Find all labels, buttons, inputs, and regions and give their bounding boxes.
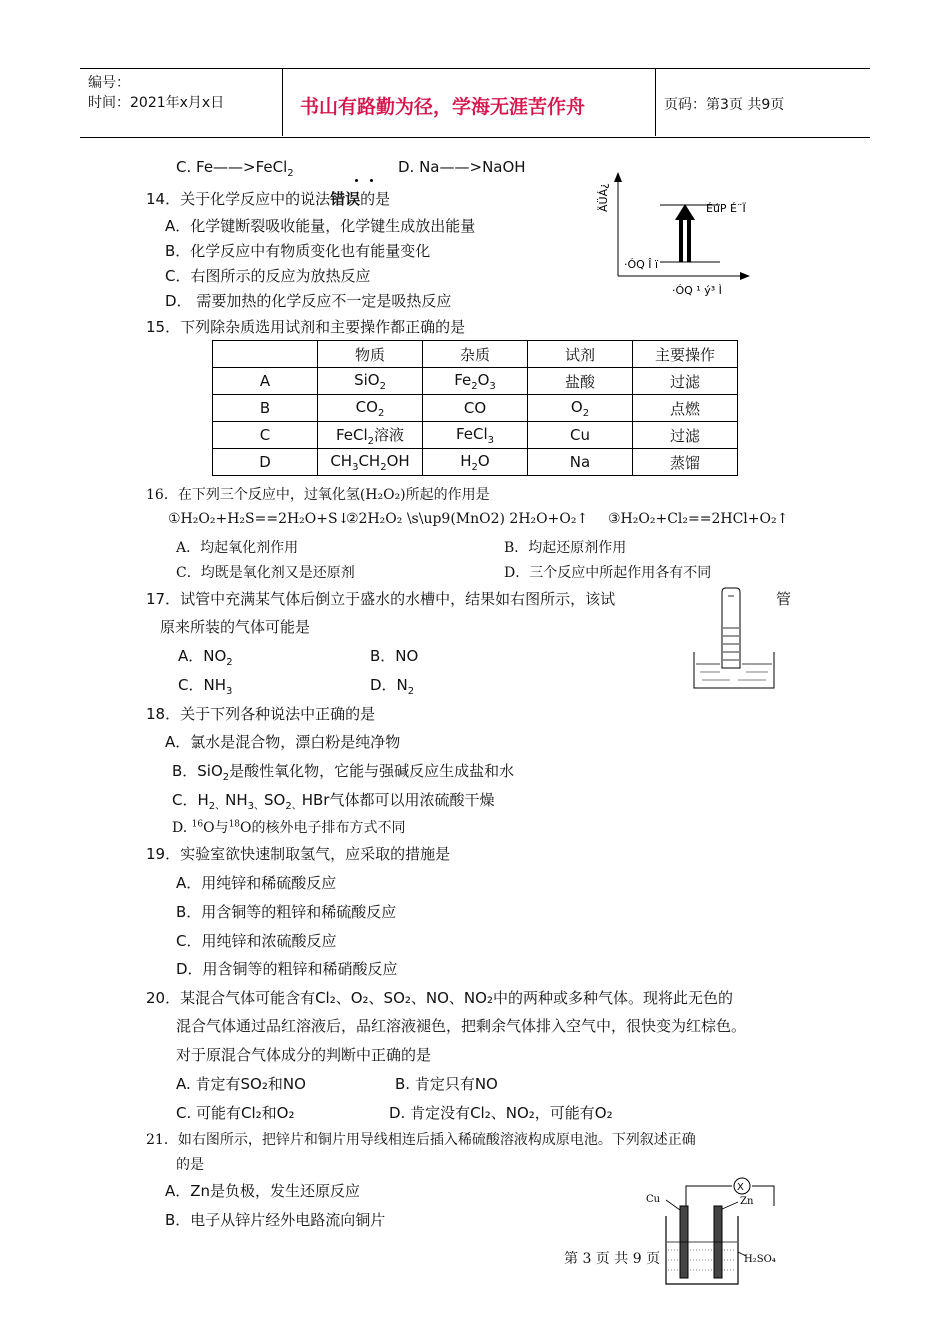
table-row [213,395,738,422]
q20-option-b: B. 肯定只有NO [395,1075,498,1093]
q17-stem-line1-end: 管 [776,590,792,608]
table-row [213,449,738,476]
table-cell: Cu [528,422,633,449]
q21-option-a: A．Zn是负极，发生还原反应 [165,1182,361,1200]
table-cell: FeCl$_3$ [423,422,528,449]
q16-reaction-2: ②2H₂O₂ \s\up9(MnO2) 2H₂O+O₂↑ [346,511,589,527]
q14-option-d: D． 需要加热的化学反应不一定是吸热反应 [165,292,452,310]
q18-option-c: C．$H_{2、}NH_{3、}SO_{2、}HBr$气体都可以用浓硫酸干燥 [172,791,495,812]
table-cell: FeCl$_2$溶液 [318,422,423,449]
q20-stem-line2: 混合气体通过品红溶液后，品红溶液褪色，把剩余气体排入空气中，很快变为红棕色。 [176,1017,747,1035]
q14-stem: 14．关于化学反应中的说法错误的是 [146,190,391,208]
q16-option-c: C．均既是氧化剂又是还原剂 [176,565,355,581]
table-header-cell [213,341,318,368]
header-page-code: 页码：第3页 共9页 [664,97,785,113]
cu-label: Cu [646,1194,661,1205]
table-cell: SiO$_2$ [318,368,423,395]
q16-stem: 16．在下列三个反应中，过氧化氢(H₂O₂)所起的作用是 [146,487,490,503]
q17-option-c: C．$NH_3$ [178,676,233,697]
header-divider [282,68,283,136]
table-cell: $Fe_2O_3$ [423,368,528,395]
header-motto: 书山有路勤为径，学海无涯苦作舟 [300,96,586,118]
table-cell: D [213,449,318,476]
q16-option-d: D．三个反应中所起作用各有不同 [504,565,712,581]
table-cell: A [213,368,318,395]
table-cell: C [213,422,318,449]
table-header-cell: 杂质 [423,341,528,368]
header-time: 时间：2021年x月x日 [88,95,225,111]
q18-option-a: A．氯水是混合物，漂白粉是纯净物 [165,733,401,751]
product-label: ÉúP É¨Ï [706,202,746,215]
table-cell: CO [423,395,528,422]
q16-reaction-1: ①H₂O₂+H₂S==2H₂O+S↓ [168,511,350,527]
table-cell: $CH_3CH_2OH$ [318,449,423,476]
q18-option-d: D. $^{16}$O与$^{18}$O的核外电子排布方式不同 [172,819,406,836]
table-header-cell: 物质 [318,341,423,368]
q17-option-d: D．$N_2$ [370,676,415,697]
table-cell: 过滤 [633,368,738,395]
table-cell: 蒸馏 [633,449,738,476]
page-footer: 第 3 页 共 9 页 [564,1251,661,1267]
header-divider [655,68,656,136]
q17-test-tube-diagram [690,586,780,692]
q21-stem-line1: 21．如右图所示，把锌片和铜片用导线相连后插入稀硫酸溶液构成原电池。下列叙述正确 [146,1132,696,1148]
q16-reaction-3: ③H₂O₂+Cl₂==2HCl+O₂↑ [608,511,789,527]
energy-axis-label: ÄÜÁ¿ [597,183,610,212]
zn-label: Zn [740,1196,754,1207]
q19-option-a: A．用纯锌和稀硫酸反应 [176,874,337,892]
q20-stem-line3: 对于原混合气体成分的判断中正确的是 [176,1046,432,1064]
acid-label: H₂SO₄ [744,1254,776,1265]
reactant-label: ·ÓQ Î ï [624,258,659,271]
table-header-cell: 试剂 [528,341,633,368]
table-row [213,368,738,395]
table-cell: 盐酸 [528,368,633,395]
q19-stem: 19．实验室欲快速制取氢气，应采取的措施是 [146,845,451,863]
q16-option-a: A．均起氧化剂作用 [176,540,299,556]
q14-energy-diagram [590,170,760,300]
q18-option-b: B．SiO$_2$是酸性氧化物，它能与强碱反应生成盐和水 [172,762,515,783]
q17-stem-line2: 原来所装的气体可能是 [160,618,311,636]
table-cell: 过滤 [633,422,738,449]
q20-stem-line1: 20．某混合气体可能含有Cl₂、O₂、SO₂、NO、NO₂中的两种或多种气体。现将此无色的 [146,989,733,1007]
table-cell: $H_2O$ [423,449,528,476]
table-row [213,422,738,449]
q21-stem-line2: 的是 [176,1157,204,1173]
table-cell: $CO_2$ [318,395,423,422]
q20-option-c: C. 可能有Cl₂和O₂ [176,1104,295,1122]
q21-option-b: B．电子从锌片经外电路流向铜片 [165,1211,386,1229]
process-axis-label: ·ÓQ ¹ ý³ Ì [672,284,722,297]
table-cell: 点燃 [633,395,738,422]
q17-stem-line1: 17．试管中充满某气体后倒立于盛水的水槽中，结果如右图所示，该试 [146,590,616,608]
q15-stem: 15．下列除杂质选用试剂和主要操作都正确的是 [146,318,466,336]
q16-option-b: B．均起还原剂作用 [504,540,627,556]
table-cell: Na [528,449,633,476]
table-header-cell: 主要操作 [633,341,738,368]
table-cell: B [213,395,318,422]
q19-option-d: D．用含铜等的粗锌和稀硝酸反应 [176,960,398,978]
q14-option-a: A．化学键断裂吸收能量，化学键生成放出能量 [165,217,476,235]
q13-option-d: D. Na——>NaOH [398,158,526,176]
q19-option-c: C．用纯锌和浓硫酸反应 [176,932,337,950]
q14-option-c: C．右图所示的反应为放热反应 [165,267,371,285]
q17-option-b: B．NO [370,647,419,665]
q19-option-b: B．用含铜等的粗锌和稀硫酸反应 [176,903,397,921]
emphasis-dot [355,179,358,182]
table-cell: $O_2$ [528,395,633,422]
header-bianhao: 编号： [88,75,130,91]
q21-galvanic-cell-diagram [640,1176,790,1288]
q14-option-b: B．化学反应中有物质变化也有能量变化 [165,242,431,260]
meter-icon: X [737,1182,744,1193]
q17-option-a: A．$NO_2$ [178,647,233,668]
q20-option-d: D. 肯定没有Cl₂、NO₂，可能有O₂ [389,1104,613,1122]
q18-stem: 18．关于下列各种说法中正确的是 [146,705,376,723]
q13-option-c: C. Fe——>FeCl$_2$ [176,158,294,179]
emphasis-dot [370,179,373,182]
table-header-row [213,341,738,368]
q20-option-a: A. 肯定有SO₂和NO [176,1075,306,1093]
q15-table [212,340,738,476]
